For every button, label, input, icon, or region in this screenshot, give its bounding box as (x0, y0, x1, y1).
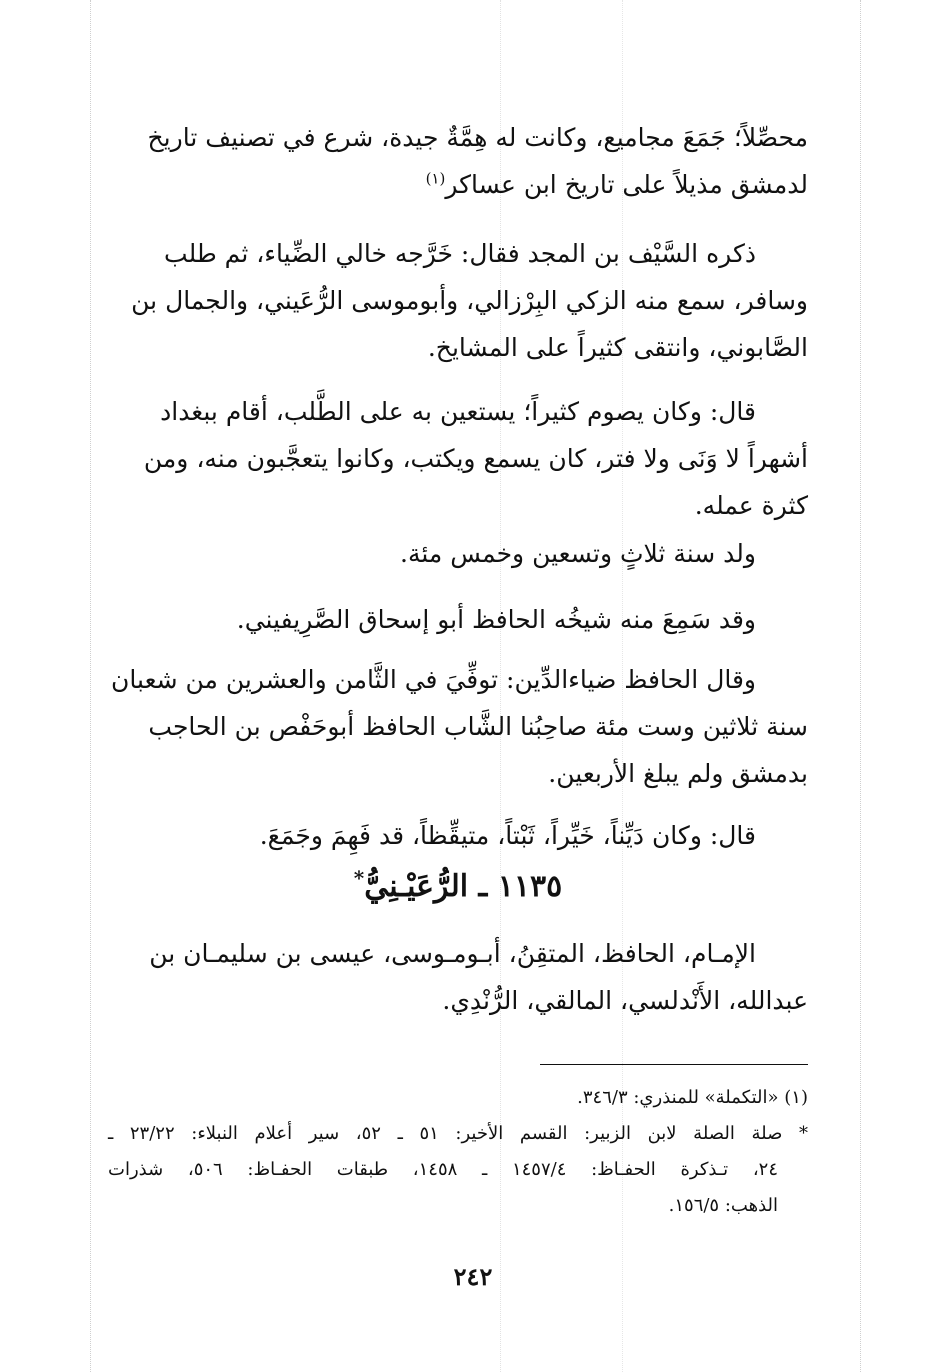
text-line: قال: وكان دَيِّناً، خَيِّراً، ثَبْتاً، متيقِّظاً، قد فَهِمَ وجَمَعَ. (259, 821, 756, 850)
text-line: وقال الحافظ ضياءالدِّين: توفِّيَ في الثَّامن والعشرين من شعبان (111, 665, 756, 694)
footnote-separator (540, 1064, 808, 1065)
text-line: ولد سنة ثلاثٍ وتسعين وخمس مئة. (400, 539, 756, 568)
text-line: بدمشق ولم يبلغ الأربعين. (548, 759, 808, 788)
paragraph (108, 114, 808, 208)
footnote-marker: (١) (425, 169, 446, 188)
entry-dash: ـ (478, 869, 488, 904)
paragraph (108, 930, 808, 1024)
text-line: أشهراً لا وَنَى ولا فتر، كان يسمع ويكتب، وكانوا يتعجَّبون منه، ومن (143, 444, 808, 473)
scan-guide-line (860, 0, 861, 1372)
text-line: وسافر، سمع منه الزكي البِرْزالي، وأبوموسى الرُّعَيني، والجمال بن (131, 286, 808, 315)
text-line: الصَّابوني، وانتقى كثيراً على المشايخ. (427, 333, 808, 362)
footnote: * صلة الصلة لابن الزبير: القسم الأخير: ٥١ ـ ٥٢، سير أعلام النبلاء: ٢٣/٢٢ ـ (108, 1123, 809, 1144)
text-line: محصِّلاً؛ جَمَعَ مجاميع، وكانت له هِمَّةٌ جيدة، شرع في تصنيف تاريخ (147, 123, 808, 152)
text-line: سنة ثلاثين وست مئة صاحِبُنا الشَّاب الحافظ أبوحَفْص بن الحاجب (148, 712, 808, 741)
scan-guide-line (90, 0, 91, 1372)
footnotes (108, 1080, 808, 1224)
text-line: ذكره السَّيْف بن المجد فقال: خَرَّجه خالي الضِّياء، ثم طلب (164, 239, 756, 268)
entry-name: الرُّعَيْـنِيُّ (364, 869, 469, 904)
text-line: قال: وكان يصوم كثيراً؛ يستعين به على الطَّلب، أقام ببغداد (160, 397, 756, 426)
paragraph (108, 230, 808, 371)
entry-footnote-star: * (353, 866, 365, 890)
footnote-continuation: الذهب: ١٥٦/٥. (668, 1195, 778, 1216)
text-line: الإمـام، الحافظ، المتقِنُ، أبـومـوسى، عيسى بن سليمـان بن (149, 939, 756, 968)
paragraph (108, 596, 808, 643)
footnote: (١) «التكملة» للمنذري: ٣٤٦/٣. (577, 1087, 808, 1108)
paragraph (108, 388, 808, 529)
entry-heading (108, 862, 808, 912)
text-line: عبدالله، الأَنْدلسي، المالقي، الرُّنْدِي. (442, 986, 808, 1015)
text-line (108, 161, 808, 208)
paragraph (108, 530, 808, 577)
page-number: ٢٤٢ (453, 1262, 493, 1291)
text-line: كثرة عمله. (694, 491, 808, 520)
entry-number: ١١٣٥ (497, 869, 563, 904)
paragraph (108, 656, 808, 797)
text-line-body: لدمشق مذيلاً على تاريخ ابن عساكر (445, 170, 808, 199)
footnote-continuation: ٢٤، تـذكرة الحفـاظ: ١٤٥٧/٤ ـ ١٤٥٨، طبقات الحفـاظ: ٥٠٦، شذرات (108, 1159, 778, 1180)
paragraph (108, 812, 808, 859)
text-line: وقد سَمِعَ منه شيخُه الحافظ أبو إسحاق الصَّرِيفيني. (236, 605, 756, 634)
